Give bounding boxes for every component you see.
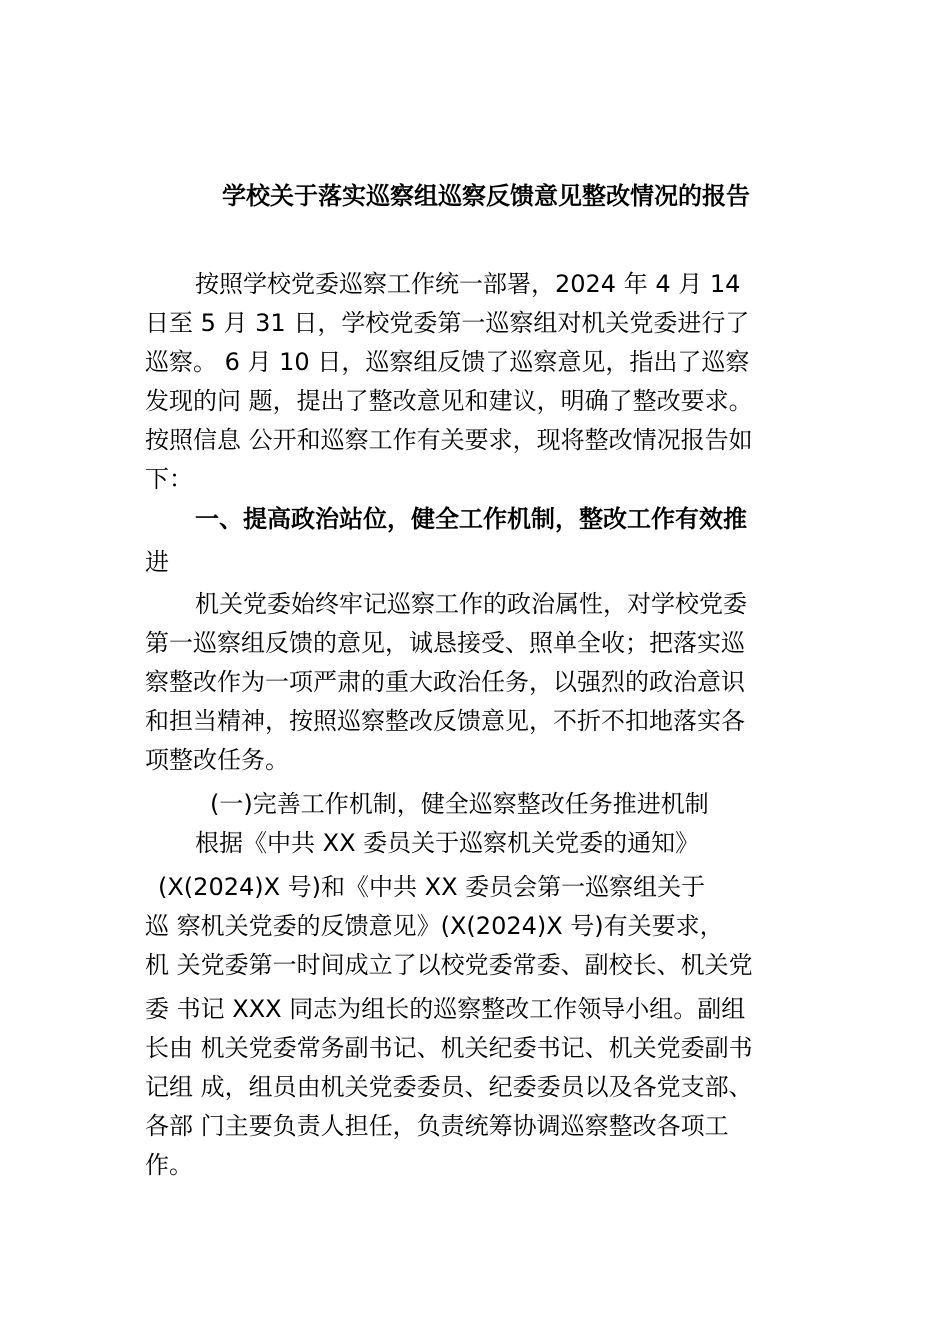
paragraph-line: 和担当精神，按照巡察整改反馈意见，不折不扣地落实各: [145, 707, 745, 735]
paragraph-line: 长由 机关党委常务副书记、机关纪委书记、机关党委副书: [145, 1034, 753, 1062]
paragraph-line: 项整改任务。: [145, 746, 289, 774]
paragraph-line: 机 关党委第一时间成立了以校党委常委、副校长、机关党: [145, 951, 753, 979]
paragraph-line: 作。: [145, 1151, 193, 1179]
paragraph-line: 下：: [145, 465, 193, 493]
paragraph-line: 各部 门主要负责人担任，负责统筹协调巡察整改各项工: [145, 1112, 729, 1140]
paragraph-line: 第一巡察组反馈的意见，诚恳接受、照单全收；把落实巡: [145, 629, 745, 657]
paragraph-line: 根据《中共 XX 委员关于巡察机关党委的通知》: [195, 829, 700, 857]
paragraph-line: 委 书记 XXX 同志为组长的巡察整改工作领导小组。副组: [145, 995, 746, 1023]
paragraph-line: 日至 5 月 31 日，学校党委第一巡察组对机关党委进行了: [145, 309, 750, 337]
subsection-heading: (一)完善工作机制，健全巡察整改任务推进机制: [210, 790, 709, 818]
paragraph-line: 按照学校党委巡察工作统一部署，2024 年 4 月 14: [195, 270, 741, 298]
paragraph-line: 按照信息 公开和巡察工作有关要求，现将整改情况报告如: [145, 426, 753, 454]
paragraph-line: 巡察。 6 月 10 日，巡察组反馈了巡察意见，指出了巡察: [145, 348, 750, 376]
paragraph-line: 记组 成，组员由机关党委委员、纪委委员以及各党支部、: [145, 1073, 753, 1101]
paragraph-line: (X(2024)X 号)和《中共 XX 委员会第一巡察组关于: [158, 873, 706, 901]
paragraph-line: 巡 察机关党委的反馈意见》(X(2024)X 号)有关要求，: [145, 912, 724, 940]
section-heading: 一、提高政治站位，健全工作机制，整改工作有效推: [195, 505, 747, 533]
section-heading-continuation: 进: [145, 548, 169, 576]
document-title: 学校关于落实巡察组巡察反馈意见整改情况的报告: [222, 182, 750, 210]
paragraph-line: 机关党委始终牢记巡察工作的政治属性，对学校党委: [195, 590, 747, 618]
paragraph-line: 察整改作为一项严肃的重大政治任务，以强烈的政治意识: [145, 668, 745, 696]
paragraph-line: 发现的问 题，提出了整改意见和建议，明确了整改要求。: [145, 387, 753, 415]
